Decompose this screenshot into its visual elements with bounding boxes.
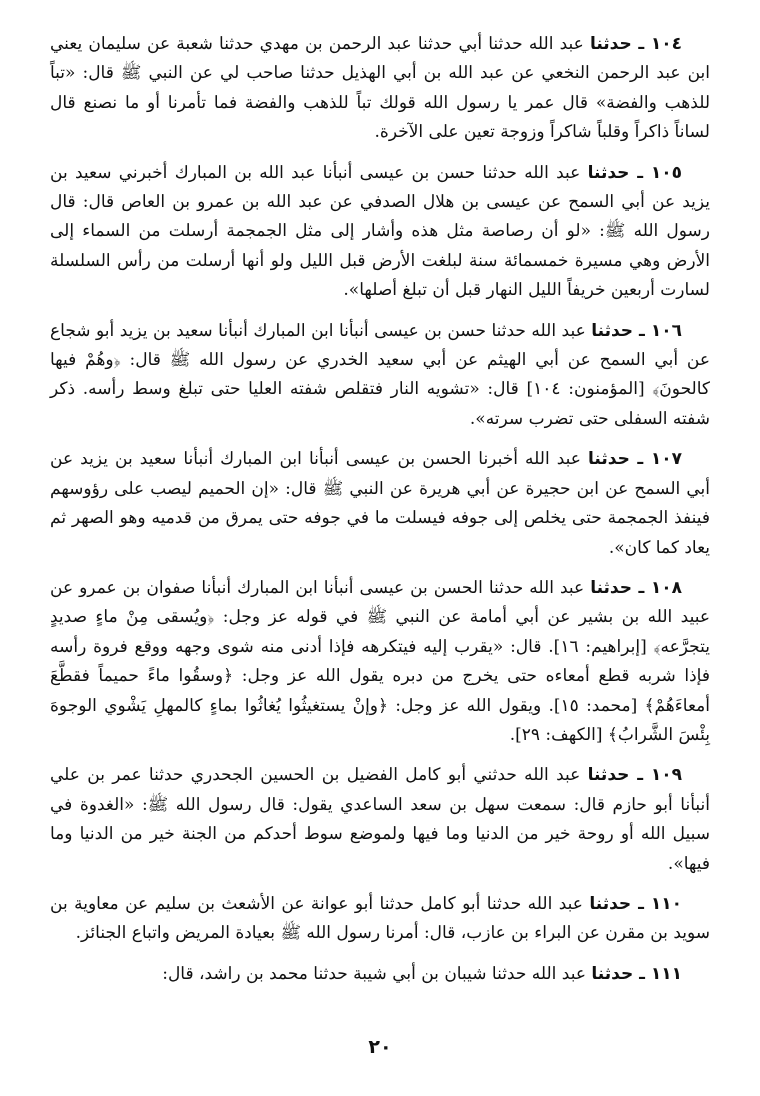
hadith-text: عبد الله حدثنا أبو كامل حدثنا أبو عوانة عن الأشعث بن سليم عن معاوية بن سويد بن مقرن عن البراء بن عازب، قال: أمرنا رسول الله ﷺ بعيادة المريض واتباع الجنائز.: [50, 893, 710, 944]
hadith-text: عبد الله حدثنا الحسن بن عيسى أنبأنا ابن المبارك أنبأنا صفوان بن عمرو عن عبيد الله بن بشير عن أبي أمامة عن النبي ﷺ في قوله عز وجل: ﴿ويُسقى مِنْ ماءٍ صديدٍ يتجرَّعه﴾ [إبراهيم: ١٦]. قال: «يقرب إليه فيتكرهه فإذا أدنى منه شوى وجهه ووقع فروة رأسه فإذا شربه قطع أمعاءه حتى يخرج من دبره يقول الله عز وجل: ﴿وسقُوا ماءً حميماً فقطَّعَ أمعاءَهُمْ﴾ [محمد: ١٥]. ويقول الله عز وجل: ﴿وإنْ يستغيثُوا يُغاثُوا بماءٍ كالمهلِ يَشْوي الوجوهَ بِئْسَ الشَّرابُ﴾ [الكهف: ٢٩].: [50, 577, 710, 745]
hadith-105: [50, 159, 710, 306]
hadith-dash: ـ: [633, 320, 651, 341]
hadith-number: ١١٠: [650, 893, 683, 914]
hadith-106: [50, 317, 710, 435]
hadith-number: ١٠٩: [650, 765, 682, 786]
hadith-109: [50, 761, 710, 879]
hadith-text: عبد الله حدثنا حسن بن عيسى أنبأنا عبد الله بن المبارك أخبرني سعيد بن يزيد عن أبي السمح عن عيسى بن هلال الصدفي عن عبد الله بن عمرو بن العاص قال: قال رسول الله ﷺ: «لو أن رصاصة مثل هذه وأشار إلى مثل الجمجمة أرسلت من السماء إلى الأرض وهي مسيرة خمسمائة سنة لبلغت الأرض قبل الليل ولو أنها أرسلت من رأس السلسلة لسارت أربعين خريفاً الليل النهار قبل أن تبلغ أصلها».: [50, 162, 710, 301]
hadith-number: ١٠٧: [650, 449, 682, 470]
hadith-dash: ـ: [631, 34, 651, 54]
hadith-dash: ـ: [629, 765, 651, 786]
hadith-lead: حدثنا: [588, 449, 630, 470]
page-number: ٢٠: [368, 1036, 392, 1058]
hadith-111: [50, 960, 710, 989]
hadith-text: عبد الله أخبرنا الحسن بن عيسى أنبأنا ابن المبارك أنبأنا سعيد بن يزيد عن أبي السمح عن ابن حجيرة عن أبي هريرة عن النبي ﷺ قال: «إن الحميم ليصب على رؤوسهم فينفذ الجمجمة حتى يخلص إلى جوفه فيسلت ما في جوفه حتى يمرق من قدميه وهو الصهر ثم يعاد كما كان».: [50, 449, 710, 558]
hadith-number: ١٠٦: [650, 320, 683, 341]
hadith-lead: حدثنا: [587, 765, 630, 786]
hadith-number: ١١١: [650, 963, 682, 984]
hadith-text: عبد الله حدثنا أبي حدثنا عبد الرحمن بن مهدي حدثنا شعبة عن سليمان يعني ابن عبد الرحمن النخعي عن عبد الله بن أبي الهذيل حدثنا صاحب لي عن النبي ﷺ قال: «تباً للذهب والفضة» قال عمر يا رسول الله قولك تباً للذهب والفضة فما تأمرنا أو ما نصنع قال لساناً ذاكراً وقلباً شاكراً وزوجة تعين على الآخرة.: [50, 34, 710, 143]
hadith-lead: حدثنا: [591, 320, 634, 341]
hadith-lead: حدثنا: [587, 162, 630, 183]
hadith-lead: حدثنا: [589, 34, 632, 54]
hadith-number: ١٠٥: [650, 162, 682, 183]
hadith-dash: ـ: [629, 449, 651, 470]
hadith-text: عبد الله حدثنا حسن بن عيسى أنبأنا ابن المبارك أنبأنا سعيد بن يزيد أبو شجاع عن أبي السمح عن أبي الهيثم عن أبي سعيد الخدري عن رسول الله ﷺ قال: ﴿وهُمْ فيها كالحونَ﴾ [المؤمنون: ١٠٤] قال: «تشويه النار فتقلص شفته العليا حتى تبلغ وسط رأسه. ذكر شفته السفلى حتى تضرب سرته».: [50, 320, 710, 429]
hadith-number: ١٠٤: [650, 34, 682, 54]
hadith-text: عبد الله حدثني أبو كامل الفضيل بن الحسين الجحدري حدثنا عمر بن علي أنبأنا أبو حازم قال: سمعت سهل بن سعد الساعدي يقول: قال رسول الله ﷺ: «الغدوة في سبيل الله أو روحة خير من الدنيا وما فيها ولموضع سوط أحدكم من الجنة خير من الدنيا وما فيها».: [50, 765, 710, 874]
hadith-dash: ـ: [633, 963, 651, 984]
hadith-dash: ـ: [631, 893, 651, 914]
document-body: [50, 30, 710, 1000]
hadith-number: ١٠٨: [650, 577, 683, 598]
hadith-lead: حدثنا: [589, 893, 632, 914]
hadith-107: [50, 445, 710, 563]
hadith-text: عبد الله حدثنا شيبان بن أبي شيبة حدثنا محمد بن راشد، قال:: [162, 963, 587, 984]
hadith-104: [50, 30, 710, 148]
hadith-108: [50, 574, 710, 750]
hadith-lead: حدثنا: [590, 577, 632, 598]
hadith-dash: ـ: [631, 577, 651, 598]
hadith-110: [50, 890, 710, 949]
hadith-lead: حدثنا: [591, 963, 634, 984]
hadith-dash: ـ: [629, 162, 651, 183]
